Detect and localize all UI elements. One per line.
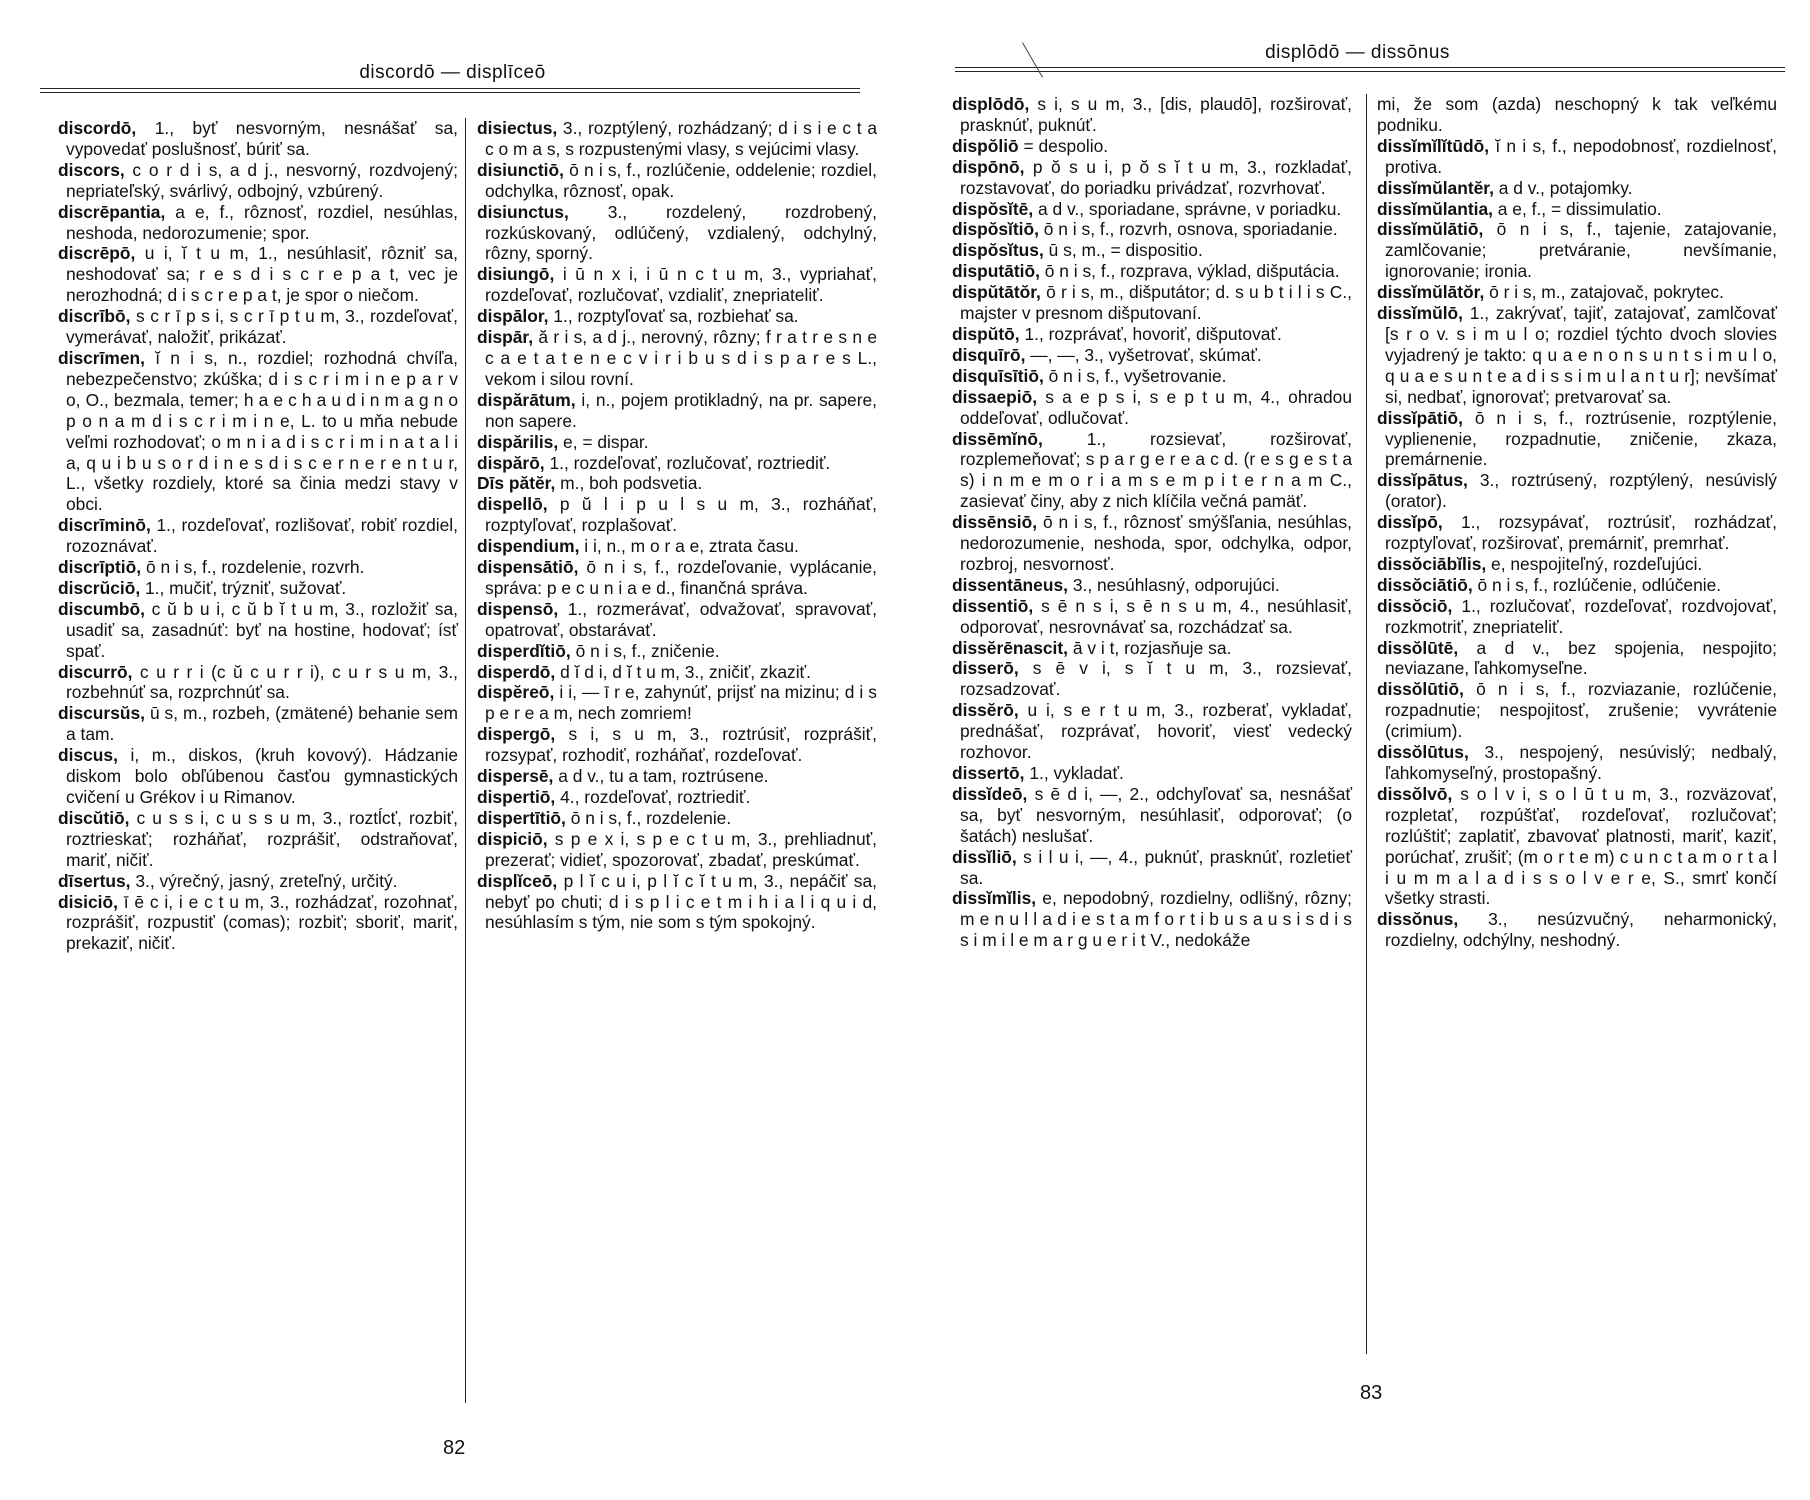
- dictionary-entry: [952, 387, 1352, 429]
- definition-text: e, nepodobný, rozdielny, odlišný, rôzny; m e n u l l a d i e s t a m f o r t i b u s a u s i s d i s s i m i l e m a r g u e r i t V., nedokáže: [960, 888, 1352, 951]
- definition-text: ā v i t, rozjasňuje sa.: [1068, 637, 1232, 658]
- definition-text: ū s, m., rozbeh, (zmätené) behanie sem a tam.: [66, 703, 458, 745]
- dictionary-entry: [952, 638, 1352, 659]
- dictionary-entry: [477, 599, 877, 641]
- dictionary-entry: [477, 536, 877, 557]
- page-number: 83: [1360, 1382, 1383, 1404]
- headword: discurrō,: [58, 661, 133, 682]
- dictionary-entry: [952, 282, 1352, 324]
- headword: dissĕrō,: [952, 700, 1019, 721]
- dictionary-entry: [952, 219, 1352, 240]
- headword: discrīptiō,: [58, 557, 142, 578]
- headword: dissŏlūtē,: [1377, 637, 1459, 658]
- dictionary-entry: [477, 118, 877, 160]
- definition-text: e, = dispar.: [558, 431, 649, 452]
- definition-text: 1., rozptyľovať sa, rozbiehať sa.: [548, 306, 799, 327]
- header-rule: [40, 88, 860, 89]
- dictionary-entry: [58, 160, 458, 202]
- headword: dīsertus,: [58, 870, 131, 891]
- column-divider: [465, 118, 466, 1403]
- definition-text: ō n i s, f., rozvrh, osnova, sporiadanie.: [1038, 219, 1338, 240]
- dictionary-entry: [477, 808, 877, 829]
- headword: discordō,: [58, 118, 137, 138]
- definition-text: i ū n x i, i ū n c t u m, 3., vypriahať, rozdeľovať, rozlučovať, vzdialiť, znepriateliť.: [485, 264, 877, 306]
- running-head: displōdō — dissōnus: [1265, 42, 1450, 63]
- dictionary-entry: [1377, 303, 1777, 408]
- dictionary-entry: [58, 515, 458, 557]
- definition-text: ĭ n i s, n., rozdiel; rozhodná chvíľa, nebezpečenstvo; zkúška; d i s c r i m i n e p a r v o, O., bezmala, temer; h a e c h a u d i n m a g n o p o n a m d i s c r i m i n e, L. to u mňa nebude veľmi rozhodovať; o m n i a d i s c r i m i n a t a l i a, q u i b u s o r d i n e s d i s c e r n e r e n t u r, L., všetky rozdiely, ktoré sa činia medzi stavy v obci.: [66, 347, 458, 515]
- dictionary-entry: [477, 264, 877, 306]
- headword: dissaepiō,: [952, 386, 1038, 407]
- dictionary-entry: [477, 829, 877, 871]
- headword: dispālor,: [477, 306, 549, 327]
- dictionary-entry: [952, 763, 1352, 784]
- dictionary-entry: [1377, 679, 1777, 742]
- definition-text: p l ĭ c u i, p l ĭ c ĭ t u m, 3., nepáčiť sa, nebyť po chuti; d i s p l i c e t m i h i a l i q u i d, nesúhlasím s tým, nie som s tým spokojný.: [485, 870, 877, 933]
- headword: dispiciō,: [477, 828, 548, 849]
- headword: discursŭs,: [58, 703, 145, 724]
- definition-text: 1., byť nesvorným, nesnášať sa, vypovedať poslušnosť, búriť sa.: [66, 118, 458, 159]
- dictionary-entry: [952, 575, 1352, 596]
- headword: disiciō,: [58, 891, 118, 912]
- headword: dissĭmŭlō,: [1377, 303, 1464, 324]
- dictionary-entry: [477, 766, 877, 787]
- dictionary-entry: [952, 345, 1352, 366]
- dictionary-entry: [477, 641, 877, 662]
- headword: discrīminō,: [58, 515, 151, 536]
- dictionary-entry: [58, 599, 458, 662]
- definition-text: 3., nespojený, nesúvislý; nedbalý, ľahkomyseľný, prostopašný.: [1385, 742, 1777, 783]
- definition-text: ū s, m., = dispositio.: [1043, 240, 1203, 261]
- dictionary-entry: [58, 745, 458, 808]
- definition-text: 1., rozlučovať, rozdeľovať, rozdvojovať, rozkmotriť, znepriateliť.: [1385, 595, 1777, 637]
- dictionary-entry: [952, 658, 1352, 700]
- definition-text: c ŭ b u i, c ŭ b ĭ t u m, 3., rozložiť sa, usadiť sa, zasadnúť: byť na hostine, hodovať; ísť spať.: [66, 598, 458, 661]
- headword: disiunctus,: [477, 201, 569, 222]
- headword: dispŏsĭtiō,: [952, 219, 1039, 240]
- headword: dispendium,: [477, 536, 580, 557]
- dictionary-entry: [1377, 282, 1777, 303]
- definition-text: 3., roztrúsený, rozptýlený, nesúvislý (orator).: [1385, 470, 1777, 512]
- page-number: 82: [443, 1437, 466, 1459]
- definition-text: ō n i s, f., rozdelenie.: [565, 807, 732, 828]
- headword: dispărō,: [477, 452, 545, 473]
- dictionary-entry: [58, 118, 458, 160]
- headword: dissŏciō,: [1377, 595, 1453, 616]
- dictionary-entry: [1377, 470, 1777, 512]
- dictionary-entry: [477, 202, 877, 265]
- headword: dispār,: [477, 327, 534, 348]
- dictionary-column: [1377, 94, 1777, 951]
- headword: dispŭtō,: [952, 323, 1020, 344]
- headword: dispŏsĭtus,: [952, 240, 1044, 261]
- dictionary-entry: [477, 662, 877, 683]
- definition-text: s c r ī p s i, s c r ī p t u m, 3., rozdeľovať, vymerávať, naložiť, prikázať.: [66, 306, 458, 348]
- headword: dissēmĭnō,: [952, 428, 1043, 449]
- definition-text: ō n i s, f., rozlúčenie, oddelenie; rozdiel, odchylka, rôznosť, opak.: [485, 159, 877, 201]
- definition-text: a d v., sporiadane, správne, v poriadku.: [1033, 198, 1342, 219]
- dictionary-entry: [952, 240, 1352, 261]
- headword: dissĭdeō,: [952, 783, 1028, 804]
- dictionary-entry: [1377, 638, 1777, 680]
- definition-text: 3., rozdelený, rozdrobený, rozkúskovaný, odlúčený, vzdialený, odchylný, rôzny, sporný.: [485, 201, 877, 264]
- headword: dispărātum,: [477, 389, 576, 410]
- dictionary-entry: [477, 432, 877, 453]
- definition-text: s ē d i, —, 2., odchyľovať sa, nesnášať sa, byť nesvorným, nesúhlasiť, odporovať; (o šatách) neslušať.: [960, 783, 1352, 846]
- header-rule: [955, 71, 1785, 72]
- dictionary-entry: [58, 703, 458, 745]
- definition-text: ō r i s, m., dišputátor; d. s u b t i l i s C., majster v presnom dišputovaní.: [960, 282, 1352, 324]
- definition-text: ī ē c i, i e c t u m, 3., rozhádzať, rozohnať, rozprášiť, rozpustiť (comas); rozbiť; sboriť, mariť, prekaziť, ničiť.: [66, 891, 458, 954]
- dictionary-entry: [477, 306, 877, 327]
- headword: dispŭtātŏr,: [952, 282, 1041, 303]
- dictionary-column: [477, 118, 877, 933]
- dictionary-entry: [477, 390, 877, 432]
- dictionary-entry: [952, 366, 1352, 387]
- dictionary-entry: [477, 787, 877, 808]
- dictionary-entry: [58, 808, 458, 871]
- headword: dissĭmĭlĭtūdō,: [1377, 135, 1490, 156]
- headword: disputātiō,: [952, 261, 1040, 282]
- headword: dissertō,: [952, 763, 1025, 783]
- dictionary-entry: [58, 202, 458, 244]
- definition-text: c u s s i, c u s s u m, 3., roztĺcť, rozbiť, roztrieskať; rozháňať, rozprášiť, odstraňovať, mariť, ničiť.: [66, 807, 458, 870]
- definition-text: s ē n s i, s ē n s u m, 4., nesúhlasiť, odporovať, nesrovnávať sa, rozchádzať sa.: [960, 595, 1352, 637]
- definition-text: a d v., tu a tam, roztrúsene.: [553, 766, 769, 787]
- definition-text: p ŏ s u i, p ŏ s ĭ t u m, 3., rozkladať, rozstavovať, do poriadku privádzať, rozvrhovať.: [960, 156, 1352, 198]
- dictionary-entry: [1377, 219, 1777, 282]
- dictionary-entry: [58, 871, 458, 892]
- definition-text: e, nespojiteľný, rozdeľujúci.: [1486, 553, 1703, 574]
- definition-text: s a e p s i, s e p t u m, 4., ohradou oddeľovať, odlučovať.: [960, 386, 1352, 428]
- dictionary-column: [952, 94, 1352, 951]
- dictionary-entry: [477, 724, 877, 766]
- definition-text: p ŭ l i p u l s u m, 3., rozháňať, rozptyľovať, rozplašovať.: [485, 494, 877, 536]
- column-divider: [1366, 94, 1367, 1354]
- headword: discrēpantia,: [58, 201, 166, 222]
- headword: dissŏlūtus,: [1377, 742, 1469, 763]
- dictionary-entry: [477, 473, 877, 494]
- definition-text: i i, — ī r e, zahynúť, prijsť na mizinu; d i s p e r e a m, nech zomriem!: [485, 682, 877, 724]
- headword: dissĭpātus,: [1377, 470, 1468, 491]
- headword: dissĭmŭlātiō,: [1377, 219, 1484, 240]
- definition-text: ō n i s, f., tajenie, zatajovanie, zamlčovanie; pretváranie, nevšímanie, ignorovanie; ironia.: [1385, 219, 1777, 282]
- headword: dissĭpātiō,: [1377, 407, 1464, 428]
- headword: Dīs pătĕr,: [477, 473, 556, 494]
- headword: dissĭmŭlātŏr,: [1377, 282, 1485, 303]
- definition-text: ō n i s, f., zničenie.: [570, 640, 720, 661]
- dictionary-entry: [477, 682, 877, 724]
- headword: dissĭpō,: [1377, 512, 1443, 533]
- definition-text: 1., rozmerávať, odvažovať, spravovať, opatrovať, obstarávať.: [485, 598, 877, 640]
- headword: dissŏlvō,: [1377, 783, 1453, 804]
- definition-text: a d v., bez spojenia, nespojito; neviazane, ľahkomyseľne.: [1385, 637, 1777, 679]
- dictionary-entry: [1377, 512, 1777, 554]
- headword: dispŏliō: [952, 135, 1019, 156]
- headword: dissentāneus,: [952, 574, 1068, 595]
- definition-text: 1., mučiť, trýzniť, sužovať.: [140, 577, 347, 598]
- headword: dissŏciātiō,: [1377, 574, 1473, 595]
- headword: dispōnō,: [952, 156, 1025, 177]
- headword: dissĭmŭlantĕr,: [1377, 177, 1494, 198]
- definition-text: i i, n., m o r a e, ztrata času.: [579, 536, 799, 557]
- definition-text: mi, že som (azda) neschopný k tak veľkému podniku.: [1377, 94, 1777, 135]
- dictionary-entry: [58, 892, 458, 955]
- headword: discumbō,: [58, 598, 145, 619]
- headword: discrībō,: [58, 306, 131, 327]
- dictionary-entry: [1377, 596, 1777, 638]
- headword: disiunctiō,: [477, 159, 564, 180]
- definition-text: s ē v i, s ĭ t u m, 3., rozsievať, rozsadzovať.: [960, 658, 1352, 700]
- header-rule: [955, 67, 1785, 68]
- definition-text: 1., rozdeľovať, rozlišovať, robiť rozdiel, rozoznávať.: [66, 515, 458, 557]
- headword: dispertiō,: [477, 787, 556, 807]
- headword: discrīmen,: [58, 347, 145, 368]
- headword: discrēpō,: [58, 243, 136, 264]
- dictionary-entry: [952, 157, 1352, 199]
- definition-text: d ĭ d i, d ĭ t u m, 3., zničiť, zkaziť.: [555, 661, 811, 682]
- definition-text: ō n i s, f., rozprava, výklad, dišputácia.: [1039, 261, 1340, 282]
- headword: dispertītiō,: [477, 807, 566, 828]
- headword: dissĭmŭlantia,: [1377, 198, 1493, 219]
- definition-text: 1., vykladať.: [1024, 763, 1124, 783]
- headword: dissŏlūtiō,: [1377, 679, 1464, 700]
- definition-text: ō n i s, f., rozdeľovanie, vyplácanie, správa: p e c u n i a e d., finančná správa.: [485, 557, 877, 598]
- dictionary-entry: [952, 94, 1352, 136]
- headword: dispersē,: [477, 766, 554, 787]
- dictionary-entry: [1377, 784, 1777, 909]
- definition-text: i, m., diskos, (kruh kovový). Hádzanie diskom bolo obľúbenou časťou gymnastických cvičení u Grékov i u Rimanov.: [66, 745, 458, 807]
- headword: dissentiō,: [952, 595, 1034, 616]
- definition-text: s p e x i, s p e c t u m, 3., prehliadnuť, prezerať; vidieť, spozorovať, zbadať, preskúmať.: [485, 828, 877, 870]
- dictionary-entry: [1377, 554, 1777, 575]
- definition-text: u i, s e r t u m, 3., rozberať, vykladať, prednášať, rozprávať, hovoriť, viesť vedecký rozhovor.: [960, 700, 1352, 763]
- dictionary-entry: [952, 847, 1352, 889]
- dictionary-entry: [1377, 178, 1777, 199]
- dictionary-entry: [952, 700, 1352, 763]
- dictionary-entry: [952, 136, 1352, 157]
- definition-text: ō n i s, f., rozlúčenie, odlúčenie.: [1472, 574, 1722, 595]
- definition-text: s i, s u m, 3., [dis, plaudō], rozširovať, prasknúť, puknúť.: [960, 94, 1352, 135]
- headword: disiungō,: [477, 264, 555, 285]
- header-rule: [40, 92, 860, 93]
- headword: disquīrō,: [952, 344, 1026, 365]
- dictionary-entry: [58, 243, 458, 306]
- headword: disserō,: [952, 658, 1019, 679]
- running-head: discordō — displīceō: [359, 62, 546, 83]
- definition-text: —, —, 3., vyšetrovať, skúmať.: [1025, 344, 1262, 365]
- definition-text: a e, f., rôznosť, rozdiel, nesúhlas, neshoda, nedorozumenie; spor.: [66, 201, 458, 243]
- definition-text: ō n i s, f., roztrúsenie, rozptýlenie, vyplienenie, rozpadnutie, zničenie, zkaza, premárnenie.: [1385, 407, 1777, 470]
- headword: dispŏsĭtē,: [952, 198, 1034, 219]
- definition-text: 1., zakrývať, tajiť, zatajovať, zamlčovať [s r o v. s i m u l o; rozdiel týchto dvoch slovies vyjadrený je takto: q u a e n o n s u n t s i m u l o, q u a e s u n t e a d i s s i m u l a n t u r]; nevšímať si, nedbať, ignorovať; pretvarovať sa.: [1385, 303, 1777, 407]
- dictionary-entry: [1377, 575, 1777, 596]
- definition-text: ō n i s, f., rozviazanie, rozlúčenie, rozpadnutie; nespojitosť, zrušenie; vyvrátenie (crimium).: [1385, 679, 1777, 742]
- dictionary-entry: [477, 160, 877, 202]
- headword: dissĭliō,: [952, 846, 1017, 867]
- definition-text: ō r i s, m., zatajovač, pokrytec.: [1484, 282, 1724, 303]
- headword: dispensō,: [477, 598, 559, 619]
- headword: dissēnsiō,: [952, 512, 1038, 533]
- definition-text: ō n i s, f., rozdelenie, rozvrh.: [141, 557, 365, 578]
- headword: displōdō,: [952, 94, 1030, 114]
- dictionary-entry: [58, 348, 458, 515]
- dictionary-entry: [952, 199, 1352, 220]
- headword: discus,: [58, 745, 118, 766]
- dictionary-entry: [1377, 909, 1777, 951]
- definition-text: 3., rozptýlený, rozhádzaný; d i s i e c t a c o m a s, s rozpustenými vlasy, s vejúcimi vlasy.: [485, 118, 877, 159]
- definition-text: c o r d i s, a d j., nesvorný, rozdvojený; nepriateľský, svárlivý, odbojný, vzbúrený.: [66, 159, 458, 201]
- dictionary-entry: [477, 453, 877, 474]
- headword: discors,: [58, 159, 125, 180]
- definition-text: m., boh podsvetia.: [555, 473, 703, 494]
- definition-text: u i, ĭ t u m, 1., nesúhlasiť, rôzniť sa, neshodovať sa; r e s d i s c r e p a t, vec je nerozhodná; d i s c r e p a t, je spor o niečom.: [66, 243, 458, 306]
- dictionary-entry: [952, 324, 1352, 345]
- dictionary-entry: [1377, 136, 1777, 178]
- headword: discŭtiō,: [58, 807, 130, 828]
- definition-text: 1., rozprávať, hovoriť, dišputovať.: [1019, 323, 1282, 344]
- definition-text: ĭ n i s, f., nepodobnosť, rozdielnosť, protiva.: [1385, 135, 1777, 177]
- headword: dissŏciābĭlis,: [1377, 553, 1487, 574]
- headword: discrŭciō,: [58, 577, 141, 598]
- dictionary-entry: [58, 557, 458, 578]
- dictionary-entry: [58, 578, 458, 599]
- definition-text: 1., rozdeľovať, rozlučovať, roztriediť.: [544, 452, 831, 473]
- headword: disiectus,: [477, 118, 558, 138]
- definition-text: ō n i s, f., rôznosť smýšľania, nesúhlas, nedorozumenie, neshoda, spor, odchylka, odpor, rozbroj, nesvornosť.: [960, 512, 1352, 574]
- definition-text: 4., rozdeľovať, roztriediť.: [555, 787, 751, 807]
- definition-text: s i l u i, —, 4., puknúť, prasknúť, rozletieť sa.: [960, 846, 1352, 888]
- definition-text: 1., rozsievať, rozširovať, rozplemeňovať; s p a r g e r e a c d. (r e s g e s t a s) i n m e m o r i a m s e m p i t e r n a m C., zasievať činy, aby z nich klíčila večná pamäť.: [960, 428, 1352, 512]
- dictionary-entry: [1377, 94, 1777, 136]
- definition-text: a d v., potajomky.: [1493, 177, 1633, 198]
- dictionary-entry: [952, 596, 1352, 638]
- definition-text: 3., nesúhlasný, odporujúci.: [1067, 574, 1280, 595]
- dictionary-entry: [477, 327, 877, 390]
- headword: dispensātiō,: [477, 557, 579, 578]
- definition-text: s o l v i, s o l ū t u m, 3., rozväzovať, rozpletať, rozpúšťať, rozdeľovať, rozlučovať; rozlúštiť; zaplatiť, zbavovať platnosti, mariť, kaziť, porúchať, zrušiť; (m o r t e m) c u n c t a m o r t a l i u m m a l a d i s s o l v e r e, S., smrť končí všetky strasti.: [1385, 783, 1777, 909]
- dictionary-entry: [952, 784, 1352, 847]
- definition-text: s i, s u m, 3., roztrúsiť, rozprášiť, rozsypať, rozhodiť, rozháňať, rozdeľovať.: [485, 724, 877, 766]
- headword: dispărilis,: [477, 431, 559, 452]
- definition-text: a e, f., = dissimulatio.: [1492, 198, 1662, 219]
- definition-text: ō n i s, f., vyšetrovanie.: [1043, 365, 1227, 386]
- headword: dissĕrēnascit,: [952, 637, 1069, 658]
- dictionary-entry: [1377, 742, 1777, 784]
- headword: dispellō,: [477, 494, 548, 515]
- headword: disperdō,: [477, 661, 556, 682]
- headword: dispĕreō,: [477, 682, 555, 703]
- definition-text: 3., nesúzvučný, neharmonický, rozdielny, odchýlny, neshodný.: [1385, 909, 1777, 951]
- headword: displĭceō,: [477, 870, 558, 891]
- definition-text: = despolio.: [1018, 135, 1109, 156]
- definition-text: 1., rozsypávať, roztrúsiť, rozhádzať, rozptyľovať, rozširovať, premárniť, premrhať.: [1385, 512, 1777, 554]
- dictionary-entry: [477, 557, 877, 599]
- dictionary-column: [58, 118, 458, 954]
- definition-text: c u r r i (c ŭ c u r r i), c u r s u m, 3., rozbehnúť sa, rozprchnúť sa.: [66, 661, 458, 703]
- dictionary-entry: [477, 494, 877, 536]
- dictionary-entry: [477, 871, 877, 934]
- dictionary-entry: [58, 306, 458, 348]
- right-page: [905, 0, 1810, 1500]
- dictionary-entry: [952, 429, 1352, 513]
- dictionary-entry: [1377, 199, 1777, 220]
- definition-text: i, n., pojem protikladný, na pr. sapere, non sapere.: [485, 389, 877, 431]
- headword: dissŏnus,: [1377, 909, 1459, 930]
- headword: disperdĭtiō,: [477, 640, 571, 661]
- dictionary-entry: [952, 261, 1352, 282]
- dictionary-entry: [952, 512, 1352, 575]
- dictionary-entry: [952, 888, 1352, 951]
- definition-text: ă r i s, a d j., nerovný, rôzny; f r a t r e s n e c a e t a t e n e c v i r i b u s d i s p a r e s L., vekom i silou rovní.: [485, 327, 877, 389]
- definition-text: 3., výrečný, jasný, zreteľný, určitý.: [130, 870, 398, 891]
- dictionary-entry: [1377, 408, 1777, 471]
- dictionary-entry: [58, 662, 458, 704]
- headword: dissĭmĭlis,: [952, 888, 1037, 909]
- headword: dispergō,: [477, 724, 556, 745]
- headword: disquīsītiō,: [952, 365, 1044, 386]
